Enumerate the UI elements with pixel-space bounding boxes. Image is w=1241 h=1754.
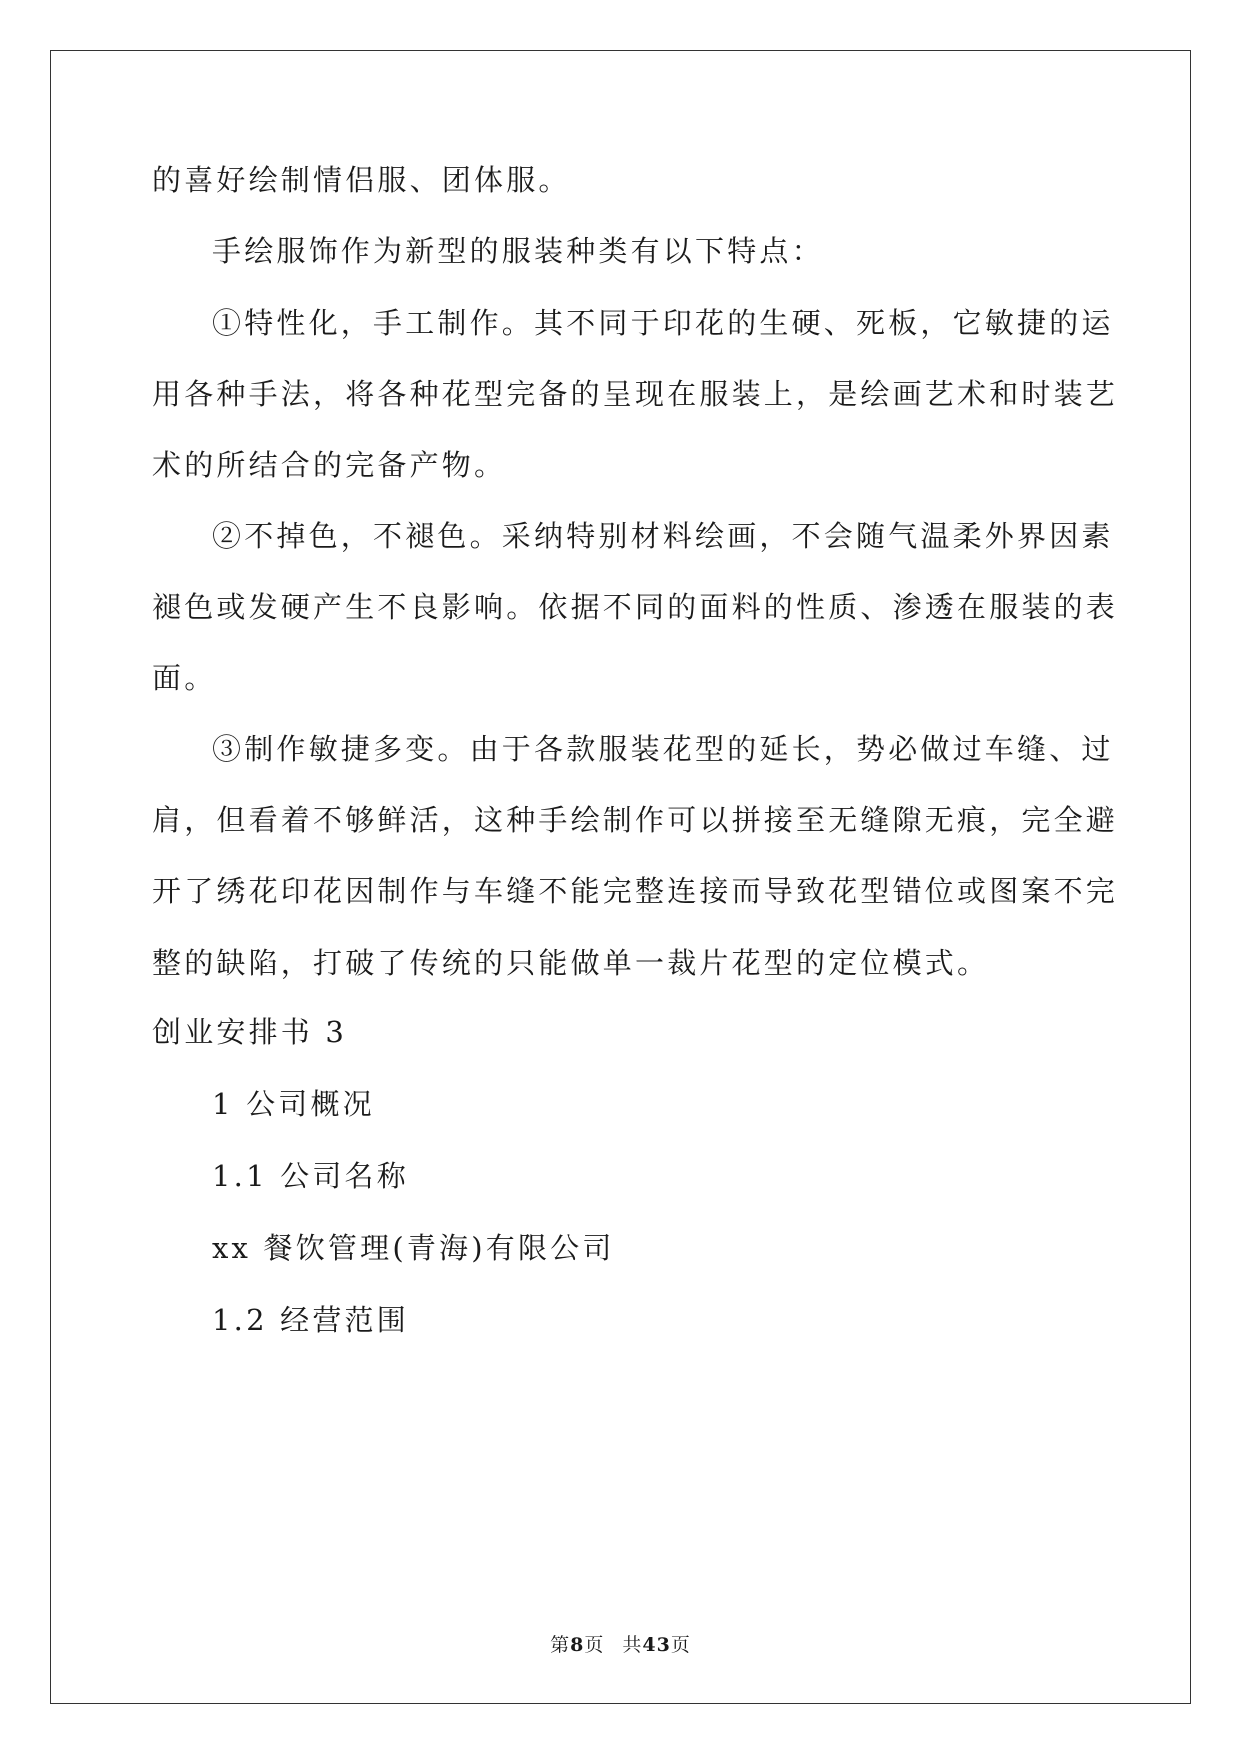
paragraph-line: 的喜好绘制情侣服、团体服。 [152,163,571,197]
total-pages: 43 [642,1634,671,1656]
page-footer [0,1630,1241,1657]
page-number: 8 [570,1634,585,1656]
section-heading: 1 公司概况 [212,1087,375,1121]
total-suffix: 页 [670,1634,691,1656]
page-prefix: 第 [550,1634,571,1656]
subsection-heading: 1.1 公司名称 [212,1159,409,1193]
total-prefix: 共 [622,1634,643,1656]
paragraph-line: ①特性化，手工制作。其不同于印花的生硬、死板，它敏捷的运 [212,306,1114,340]
paragraph-line: ③制作敏捷多变。由于各款服装花型的延长，势必做过车缝、过 [212,732,1114,766]
paragraph-line: 面。 [152,661,217,695]
paragraph-line: 褪色或发硬产生不良影响。依据不同的面料的性质、渗透在服装的表 [152,590,1119,624]
paragraph-line: 术的所结合的完备产物。 [152,448,507,482]
paragraph-line: 肩，但看着不够鲜活，这种手绘制作可以拼接至无缝隙无痕，完全避 [152,803,1119,837]
paragraph-line: ②不掉色，不褪色。采纳特别材料绘画，不会随气温柔外界因素 [212,519,1114,553]
paragraph-line: xx 餐饮管理(青海)有限公司 [212,1231,615,1265]
paragraph-line: 用各种手法，将各种花型完备的呈现在服装上，是绘画艺术和时装艺 [152,377,1119,411]
subsection-heading: 1.2 经营范围 [212,1303,409,1337]
paragraph-line: 整的缺陷，打破了传统的只能做单一裁片花型的定位模式。 [152,946,990,980]
paragraph-line: 手绘服饰作为新型的服装种类有以下特点： [212,234,824,268]
page-suffix: 页 [584,1634,605,1656]
paragraph-line: 开了绣花印花因制作与车缝不能完整连接而导致花型错位或图案不完 [152,874,1119,908]
section-heading: 创业安排书 3 [152,1015,348,1049]
